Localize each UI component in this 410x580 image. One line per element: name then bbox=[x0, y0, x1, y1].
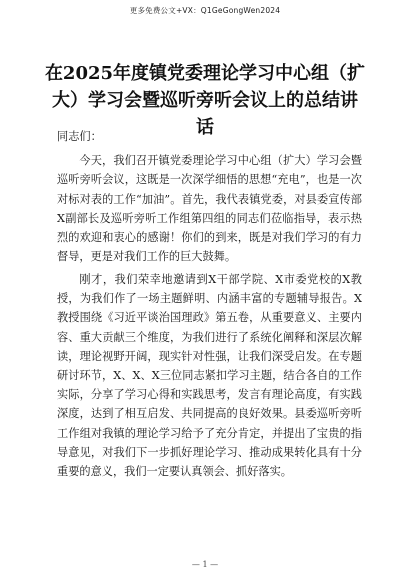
document-title: 在2025年度镇党委理论学习中心组（扩大）学习会暨巡听旁听会议上的总结讲话 bbox=[44, 63, 366, 138]
document-body bbox=[57, 127, 362, 485]
salutation: 同志们： bbox=[57, 130, 102, 143]
body-paragraph: 刚才，我们荣幸地邀请到X干部学院、X市委党校的X教授，为我们作了一场主题鲜明、内涵丰富的专题辅导报告。X教授围绕《习近平谈治国理政》第五卷，从重要意义、主要内容、重大贡献三个维度，为我们进行了系统化阐释和深层次解读，理论视野开阔，现实针对性强，让我们深受启发。在专题研讨环节，X、X、X三位同志紧扣学习主题，结合各自的工作实际，分享了学习心得和实践思考，发言有理论高度，有实践深度，达到了相互启发、共同提高的良好效果。县委巡听旁听工作组对我镇的理论学习给予了充分肯定，并提出了宝贵的指导意见，对我们下一步抓好理论学习、推动成果转化具有十分重要的意义，我们一定要认真领会、抓好落实。 bbox=[57, 272, 362, 478]
header-note: 更多免费公文+VX：Q1GeGongWen2024 bbox=[129, 6, 281, 15]
body-paragraph: 今天，我们召开镇党委理论学习中心组（扩大）学习会暨巡听旁听会议，这既是一次深学细悟的思想“充电”，也是一次对标对表的工作“加油”。首先，我代表镇党委，对县委宣传部X副部长及巡听旁听工作组第四组的同志们莅临指导，表示热烈的欢迎和衷心的感谢！你们的到来，既是对我们学习的有力督导，更是对我们工作的巨大鼓舞。 bbox=[57, 154, 362, 264]
page-number: — 1 — bbox=[191, 560, 219, 569]
